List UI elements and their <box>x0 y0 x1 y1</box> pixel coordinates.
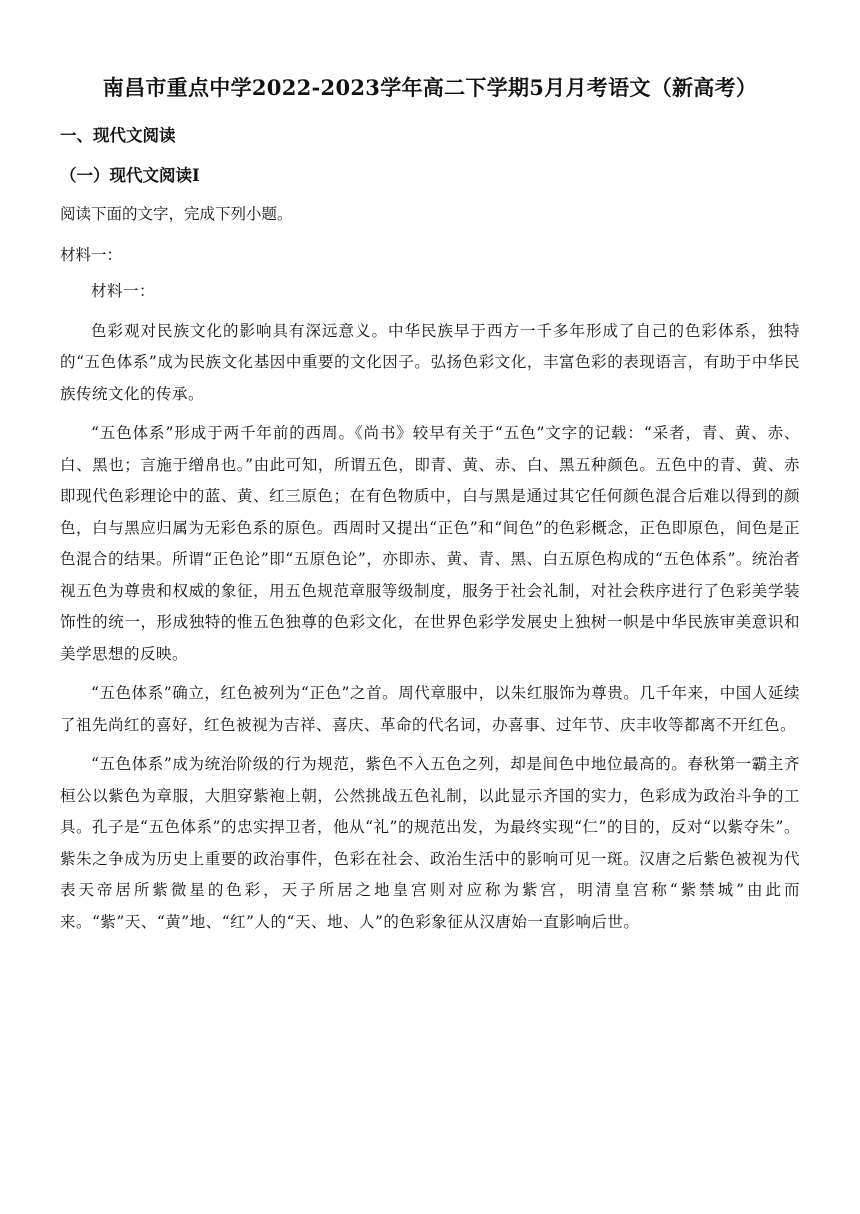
paragraph: 色彩观对民族文化的影响具有深远意义。中华民族早于西方一千多年形成了自己的色彩体系，独特的“五色体系”成为民族文化基因中重要的文化因子。弘扬色彩文化，丰富色彩的表现语言，有助于中华民族传统文化的传承。 <box>60 321 800 403</box>
subsection-heading: （一）现代文阅读Ⅰ <box>60 166 200 185</box>
material-body <box>60 276 800 946</box>
paragraph: “五色体系”确立，红色被列为“正色”之首。周代章服中，以朱红服饰为尊贵。几千年来，中国人延续了祖先尚红的喜好，红色被视为吉祥、喜庆、革命的代名词，办喜事、过年节、庆丰收等都离不开红色。 <box>60 684 800 734</box>
paragraph: “五色体系”成为统治阶级的行为规范，紫色不入五色之列，却是间色中地位最高的。春秋第一霸主齐桓公以紫色为章服，大胆穿紫袍上朝，公然挑战五色礼制，以此显示齐国的实力，色彩成为政治斗争的工具。孔子是“五色体系”的忠实捍卫者，他从“礼”的规范出发，为最终实现“仁”的目的，反对“以紫夺朱”。紫朱之争成为历史上重要的政治事件，色彩在社会、政治生活中的影响可见一斑。汉唐之后紫色被视为代表天帝居所紫微星的色彩，天子所居之地皇宫则对应称为紫宫，明清皇宫称“紫禁城”由此而来。“紫”天、“黄”地、“红”人的“天、地、人”的色彩象征从汉唐始一直影响后世。 <box>60 755 800 931</box>
instruction-text: 阅读下面的文字，完成下列小题。 <box>60 205 293 223</box>
section-heading: 一、现代文阅读 <box>60 126 176 145</box>
material-label-inner: 材料一： <box>91 282 156 300</box>
paragraph: “五色体系”形成于两千年前的西周。《尚书》较早有关于“五色”文字的记载：“采者，青、黄、赤、白、黑也；言施于缯帛也。”由此可知，所谓五色，即青、黄、赤、白、黑五种颜色。五色中的青、黄、赤即现代色彩理论中的蓝、黄、红三原色；在有色物质中，白与黑是通过其它任何颜色混合后难以得到的颜色，白与黑应归属为无彩色系的原色。西周时又提出“正色”和“间色”的色彩概念，正色即原色，间色是正色混合的结果。所谓“正色论”即“五原色论”，亦即赤、黄、青、黑、白五原色构成的“五色体系”。统治者视五色为尊贵和权威的象征，用五色规范章服等级制度，服务于社会礼制，对社会秩序进行了色彩美学装饰性的统一，形成独特的惟五色独尊的色彩文化，在世界色彩学发展史上独树一帜是中华民族审美意识和美学思想的反映。 <box>60 424 800 663</box>
material-label-outer: 材料一： <box>60 246 123 264</box>
page-title: 南昌市重点中学2022-2023学年高二下学期5月月考语文（新高考） <box>102 75 758 100</box>
